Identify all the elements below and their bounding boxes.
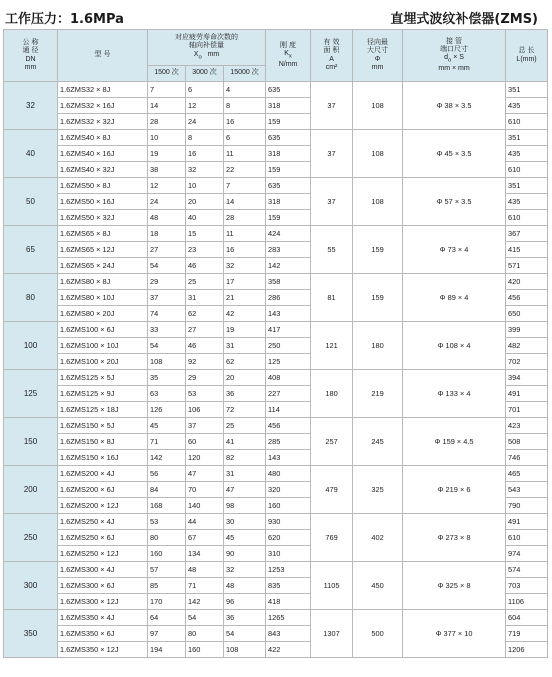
model-cell: 1.6ZMS350 × 12J [58, 642, 148, 658]
length-cell: 435 [506, 98, 548, 114]
comp-1500-cell: 56 [148, 466, 186, 482]
comp-3000-cell: 20 [186, 194, 224, 210]
table-row [4, 418, 548, 434]
area-cell: 37 [311, 178, 353, 226]
length-cell: 604 [506, 610, 548, 626]
comp-3000-cell: 27 [186, 322, 224, 338]
model-cell: 1.6ZMS50 × 8J [58, 178, 148, 194]
col-dn-header: 公 称 通 径 DN mm [4, 30, 58, 82]
comp-1500-cell: 54 [148, 338, 186, 354]
pipe-size-cell: Φ 159 × 4.5 [403, 418, 506, 466]
table-row [4, 514, 548, 530]
comp-15000-cell: 21 [224, 290, 266, 306]
stiffness-cell: 283 [266, 242, 311, 258]
area-cell: 257 [311, 418, 353, 466]
stiffness-cell: 417 [266, 322, 311, 338]
model-cell: 1.6ZMS100 × 20J [58, 354, 148, 370]
comp-1500-cell: 35 [148, 370, 186, 386]
od-cell: 159 [353, 274, 403, 322]
dn-cell: 50 [4, 178, 58, 226]
comp-15000-cell: 82 [224, 450, 266, 466]
stiffness-cell: 159 [266, 162, 311, 178]
od-cell: 159 [353, 226, 403, 274]
col-stiffness-header: 刚 度 $K_x$ N/mm [266, 30, 311, 82]
model-cell: 1.6ZMS32 × 32J [58, 114, 148, 130]
area-cell: 55 [311, 226, 353, 274]
comp-3000-cell: 29 [186, 370, 224, 386]
length-cell: 423 [506, 418, 548, 434]
od-cell: 108 [353, 178, 403, 226]
area-cell: 479 [311, 466, 353, 514]
comp-3000-cell: 142 [186, 594, 224, 610]
stiffness-cell: 159 [266, 210, 311, 226]
comp-15000-cell: 48 [224, 578, 266, 594]
length-cell: 746 [506, 450, 548, 466]
comp-15000-cell: 16 [224, 242, 266, 258]
comp-3000-cell: 23 [186, 242, 224, 258]
pipe-size-cell: Φ 57 × 3.5 [403, 178, 506, 226]
pipe-size-cell: Φ 325 × 8 [403, 562, 506, 610]
stiffness-cell: 480 [266, 466, 311, 482]
comp-3000-cell: 40 [186, 210, 224, 226]
od-cell: 325 [353, 466, 403, 514]
comp-3000-cell: 31 [186, 290, 224, 306]
comp-1500-cell: 170 [148, 594, 186, 610]
comp-15000-cell: 30 [224, 514, 266, 530]
stiffness-cell: 160 [266, 498, 311, 514]
comp-1500-cell: 29 [148, 274, 186, 290]
comp-15000-cell: 6 [224, 130, 266, 146]
comp-15000-cell: 62 [224, 354, 266, 370]
length-cell: 543 [506, 482, 548, 498]
comp-15000-cell: 20 [224, 370, 266, 386]
model-cell: 1.6ZMS40 × 16J [58, 146, 148, 162]
comp-3000-cell: 16 [186, 146, 224, 162]
model-cell: 1.6ZMS40 × 8J [58, 130, 148, 146]
table-row [4, 130, 548, 146]
stiffness-cell: 320 [266, 482, 311, 498]
length-cell: 650 [506, 306, 548, 322]
pipe-size-cell: Φ 377 × 10 [403, 610, 506, 658]
pipe-size-cell: Φ 273 × 8 [403, 514, 506, 562]
stiffness-cell: 620 [266, 530, 311, 546]
comp-3000-cell: 80 [186, 626, 224, 642]
pipe-size-cell: Φ 38 × 3.5 [403, 82, 506, 130]
comp-3000-cell: 15 [186, 226, 224, 242]
stiffness-cell: 843 [266, 626, 311, 642]
dn-cell: 80 [4, 274, 58, 322]
comp-3000-cell: 44 [186, 514, 224, 530]
length-cell: 351 [506, 130, 548, 146]
col-3000-header: 3000 次 [186, 66, 224, 82]
area-cell: 769 [311, 514, 353, 562]
stiffness-cell: 424 [266, 226, 311, 242]
dn-cell: 40 [4, 130, 58, 178]
spec-table [3, 29, 548, 658]
comp-1500-cell: 97 [148, 626, 186, 642]
length-cell: 399 [506, 322, 548, 338]
model-cell: 1.6ZMS150 × 5J [58, 418, 148, 434]
comp-15000-cell: 11 [224, 146, 266, 162]
comp-15000-cell: 54 [224, 626, 266, 642]
length-cell: 351 [506, 82, 548, 98]
model-cell: 1.6ZMS300 × 12J [58, 594, 148, 610]
pipe-size-cell: Φ 133 × 4 [403, 370, 506, 418]
comp-1500-cell: 12 [148, 178, 186, 194]
od-cell: 180 [353, 322, 403, 370]
comp-1500-cell: 85 [148, 578, 186, 594]
comp-1500-cell: 45 [148, 418, 186, 434]
od-cell: 108 [353, 82, 403, 130]
comp-15000-cell: 19 [224, 322, 266, 338]
comp-1500-cell: 57 [148, 562, 186, 578]
comp-3000-cell: 71 [186, 578, 224, 594]
pipe-size-cell: Φ 45 × 3.5 [403, 130, 506, 178]
dn-cell: 150 [4, 418, 58, 466]
comp-3000-cell: 70 [186, 482, 224, 498]
comp-1500-cell: 28 [148, 114, 186, 130]
length-cell: 610 [506, 530, 548, 546]
model-cell: 1.6ZMS200 × 6J [58, 482, 148, 498]
length-cell: 701 [506, 402, 548, 418]
comp-15000-cell: 98 [224, 498, 266, 514]
comp-3000-cell: 67 [186, 530, 224, 546]
area-cell: 37 [311, 130, 353, 178]
length-cell: 610 [506, 114, 548, 130]
length-cell: 1206 [506, 642, 548, 658]
length-cell: 351 [506, 178, 548, 194]
stiffness-cell: 114 [266, 402, 311, 418]
comp-1500-cell: 194 [148, 642, 186, 658]
comp-1500-cell: 48 [148, 210, 186, 226]
stiffness-cell: 358 [266, 274, 311, 290]
length-cell: 482 [506, 338, 548, 354]
model-cell: 1.6ZMS65 × 12J [58, 242, 148, 258]
model-cell: 1.6ZMS50 × 16J [58, 194, 148, 210]
model-cell: 1.6ZMS300 × 4J [58, 562, 148, 578]
comp-3000-cell: 48 [186, 562, 224, 578]
model-cell: 1.6ZMS80 × 8J [58, 274, 148, 290]
length-cell: 702 [506, 354, 548, 370]
model-cell: 1.6ZMS125 × 5J [58, 370, 148, 386]
length-cell: 394 [506, 370, 548, 386]
stiffness-cell: 835 [266, 578, 311, 594]
comp-15000-cell: 41 [224, 434, 266, 450]
table-row [4, 322, 548, 338]
comp-1500-cell: 33 [148, 322, 186, 338]
comp-1500-cell: 168 [148, 498, 186, 514]
stiffness-cell: 227 [266, 386, 311, 402]
product-title: 直埋式波纹补偿器(ZMS) [390, 12, 538, 27]
pipe-size-cell: Φ 89 × 4 [403, 274, 506, 322]
comp-15000-cell: 4 [224, 82, 266, 98]
length-cell: 571 [506, 258, 548, 274]
comp-1500-cell: 27 [148, 242, 186, 258]
table-row [4, 370, 548, 386]
model-cell: 1.6ZMS100 × 10J [58, 338, 148, 354]
stiffness-cell: 930 [266, 514, 311, 530]
model-cell: 1.6ZMS250 × 6J [58, 530, 148, 546]
od-cell: 500 [353, 610, 403, 658]
table-row [4, 82, 548, 98]
comp-15000-cell: 17 [224, 274, 266, 290]
comp-3000-cell: 8 [186, 130, 224, 146]
model-cell: 1.6ZMS32 × 8J [58, 82, 148, 98]
length-cell: 610 [506, 162, 548, 178]
comp-15000-cell: 96 [224, 594, 266, 610]
comp-15000-cell: 11 [224, 226, 266, 242]
comp-15000-cell: 32 [224, 258, 266, 274]
stiffness-cell: 418 [266, 594, 311, 610]
comp-15000-cell: 72 [224, 402, 266, 418]
comp-3000-cell: 24 [186, 114, 224, 130]
od-cell: 402 [353, 514, 403, 562]
comp-15000-cell: 36 [224, 386, 266, 402]
length-cell: 491 [506, 386, 548, 402]
stiffness-cell: 635 [266, 130, 311, 146]
length-cell: 1106 [506, 594, 548, 610]
col-area-header: 有 效 面 积 A cm² [311, 30, 353, 82]
dn-cell: 100 [4, 322, 58, 370]
col-model-header: 型 号 [58, 30, 148, 82]
area-cell: 81 [311, 274, 353, 322]
length-cell: 367 [506, 226, 548, 242]
comp-1500-cell: 84 [148, 482, 186, 498]
model-cell: 1.6ZMS200 × 12J [58, 498, 148, 514]
spec-table-body [4, 82, 548, 658]
area-cell: 180 [311, 370, 353, 418]
comp-15000-cell: 8 [224, 98, 266, 114]
col-od-header: 径向最 大尺寸 Φ mm [353, 30, 403, 82]
model-cell: 1.6ZMS300 × 6J [58, 578, 148, 594]
table-row [4, 610, 548, 626]
stiffness-cell: 635 [266, 82, 311, 98]
table-row [4, 466, 548, 482]
comp-3000-cell: 47 [186, 466, 224, 482]
length-cell: 465 [506, 466, 548, 482]
model-cell: 1.6ZMS80 × 20J [58, 306, 148, 322]
comp-3000-cell: 53 [186, 386, 224, 402]
stiffness-cell: 142 [266, 258, 311, 274]
od-cell: 450 [353, 562, 403, 610]
od-cell: 108 [353, 130, 403, 178]
stiffness-cell: 635 [266, 178, 311, 194]
comp-1500-cell: 18 [148, 226, 186, 242]
comp-3000-cell: 140 [186, 498, 224, 514]
pipe-size-cell: Φ 219 × 6 [403, 466, 506, 514]
dn-cell: 32 [4, 82, 58, 130]
length-cell: 610 [506, 210, 548, 226]
length-cell: 435 [506, 194, 548, 210]
comp-15000-cell: 90 [224, 546, 266, 562]
comp-3000-cell: 6 [186, 82, 224, 98]
comp-15000-cell: 28 [224, 210, 266, 226]
comp-15000-cell: 22 [224, 162, 266, 178]
working-pressure-label: 工作压力：1.6MPa [5, 12, 124, 27]
dn-cell: 200 [4, 466, 58, 514]
comp-15000-cell: 25 [224, 418, 266, 434]
comp-15000-cell: 16 [224, 114, 266, 130]
comp-3000-cell: 10 [186, 178, 224, 194]
stiffness-cell: 318 [266, 98, 311, 114]
model-cell: 1.6ZMS125 × 9J [58, 386, 148, 402]
comp-1500-cell: 53 [148, 514, 186, 530]
model-cell: 1.6ZMS32 × 16J [58, 98, 148, 114]
pipe-size-cell: Φ 73 × 4 [403, 226, 506, 274]
comp-1500-cell: 108 [148, 354, 186, 370]
pipe-size-cell: Φ 108 × 4 [403, 322, 506, 370]
length-cell: 420 [506, 274, 548, 290]
comp-1500-cell: 24 [148, 194, 186, 210]
model-cell: 1.6ZMS350 × 4J [58, 610, 148, 626]
comp-3000-cell: 62 [186, 306, 224, 322]
area-cell: 1105 [311, 562, 353, 610]
table-row [4, 274, 548, 290]
stiffness-cell: 422 [266, 642, 311, 658]
length-cell: 456 [506, 290, 548, 306]
comp-1500-cell: 14 [148, 98, 186, 114]
stiffness-cell: 1265 [266, 610, 311, 626]
comp-1500-cell: 80 [148, 530, 186, 546]
length-cell: 491 [506, 514, 548, 530]
table-row [4, 562, 548, 578]
col-pipe-header: 接 管 端口尺寸 $d_o \times S$ mm × mm [403, 30, 506, 82]
col-length-header: 总 长 L(mm) [506, 30, 548, 82]
comp-15000-cell: 31 [224, 466, 266, 482]
comp-3000-cell: 46 [186, 338, 224, 354]
dn-cell: 65 [4, 226, 58, 274]
comp-1500-cell: 74 [148, 306, 186, 322]
model-cell: 1.6ZMS250 × 12J [58, 546, 148, 562]
comp-15000-cell: 32 [224, 562, 266, 578]
model-cell: 1.6ZMS350 × 6J [58, 626, 148, 642]
dn-cell: 300 [4, 562, 58, 610]
stiffness-cell: 285 [266, 434, 311, 450]
comp-15000-cell: 47 [224, 482, 266, 498]
length-cell: 508 [506, 434, 548, 450]
comp-15000-cell: 108 [224, 642, 266, 658]
dn-cell: 250 [4, 514, 58, 562]
length-cell: 974 [506, 546, 548, 562]
area-cell: 1307 [311, 610, 353, 658]
model-cell: 1.6ZMS100 × 6J [58, 322, 148, 338]
stiffness-cell: 143 [266, 450, 311, 466]
stiffness-cell: 318 [266, 194, 311, 210]
length-cell: 574 [506, 562, 548, 578]
model-cell: 1.6ZMS65 × 8J [58, 226, 148, 242]
comp-15000-cell: 7 [224, 178, 266, 194]
model-cell: 1.6ZMS250 × 4J [58, 514, 148, 530]
comp-3000-cell: 32 [186, 162, 224, 178]
comp-3000-cell: 37 [186, 418, 224, 434]
comp-3000-cell: 134 [186, 546, 224, 562]
comp-15000-cell: 14 [224, 194, 266, 210]
comp-1500-cell: 54 [148, 258, 186, 274]
comp-15000-cell: 42 [224, 306, 266, 322]
model-cell: 1.6ZMS150 × 8J [58, 434, 148, 450]
comp-1500-cell: 38 [148, 162, 186, 178]
comp-3000-cell: 25 [186, 274, 224, 290]
comp-1500-cell: 10 [148, 130, 186, 146]
stiffness-cell: 250 [266, 338, 311, 354]
stiffness-cell: 318 [266, 146, 311, 162]
length-cell: 703 [506, 578, 548, 594]
length-cell: 790 [506, 498, 548, 514]
stiffness-cell: 159 [266, 114, 311, 130]
length-cell: 415 [506, 242, 548, 258]
stiffness-cell: 310 [266, 546, 311, 562]
model-cell: 1.6ZMS40 × 32J [58, 162, 148, 178]
table-row [4, 178, 548, 194]
od-cell: 245 [353, 418, 403, 466]
dn-cell: 350 [4, 610, 58, 658]
comp-15000-cell: 31 [224, 338, 266, 354]
model-cell: 1.6ZMS65 × 24J [58, 258, 148, 274]
comp-1500-cell: 63 [148, 386, 186, 402]
model-cell: 1.6ZMS50 × 32J [58, 210, 148, 226]
col-axial-header: 对应疲劳寿命次数的 轴向补偿量 $X_o$ mm [148, 30, 266, 66]
comp-1500-cell: 71 [148, 434, 186, 450]
col-15000-header: 15000 次 [224, 66, 266, 82]
od-cell: 219 [353, 370, 403, 418]
col-1500-header: 1500 次 [148, 66, 186, 82]
comp-3000-cell: 92 [186, 354, 224, 370]
area-cell: 37 [311, 82, 353, 130]
comp-3000-cell: 106 [186, 402, 224, 418]
comp-3000-cell: 12 [186, 98, 224, 114]
stiffness-cell: 143 [266, 306, 311, 322]
comp-15000-cell: 45 [224, 530, 266, 546]
comp-15000-cell: 36 [224, 610, 266, 626]
model-cell: 1.6ZMS150 × 16J [58, 450, 148, 466]
stiffness-cell: 1253 [266, 562, 311, 578]
stiffness-cell: 125 [266, 354, 311, 370]
table-row [4, 226, 548, 242]
model-cell: 1.6ZMS125 × 18J [58, 402, 148, 418]
comp-3000-cell: 54 [186, 610, 224, 626]
comp-3000-cell: 46 [186, 258, 224, 274]
comp-1500-cell: 19 [148, 146, 186, 162]
stiffness-cell: 456 [266, 418, 311, 434]
stiffness-cell: 408 [266, 370, 311, 386]
area-cell: 121 [311, 322, 353, 370]
length-cell: 719 [506, 626, 548, 642]
comp-1500-cell: 7 [148, 82, 186, 98]
model-cell: 1.6ZMS80 × 10J [58, 290, 148, 306]
comp-1500-cell: 142 [148, 450, 186, 466]
stiffness-cell: 286 [266, 290, 311, 306]
comp-1500-cell: 160 [148, 546, 186, 562]
length-cell: 435 [506, 146, 548, 162]
comp-1500-cell: 37 [148, 290, 186, 306]
model-cell: 1.6ZMS200 × 4J [58, 466, 148, 482]
comp-3000-cell: 120 [186, 450, 224, 466]
comp-1500-cell: 64 [148, 610, 186, 626]
comp-3000-cell: 160 [186, 642, 224, 658]
comp-3000-cell: 60 [186, 434, 224, 450]
comp-1500-cell: 126 [148, 402, 186, 418]
dn-cell: 125 [4, 370, 58, 418]
